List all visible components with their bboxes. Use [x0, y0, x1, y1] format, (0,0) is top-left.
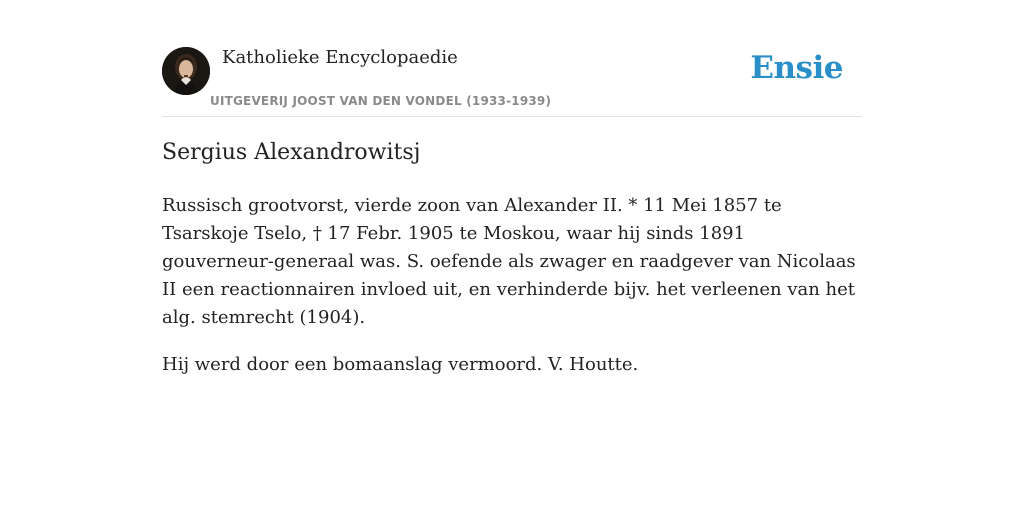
- article-body: [162, 192, 862, 398]
- brand-logo-link[interactable]: Ensie: [750, 50, 843, 86]
- site-title[interactable]: Katholieke Encyclopaedie: [222, 47, 458, 68]
- site-header: [162, 40, 862, 117]
- article-paragraph: Hij werd door een bomaanslag vermoord. V. Houtte.: [162, 354, 639, 375]
- portrait-image: [162, 47, 210, 95]
- site-subtitle: UITGEVERIJ JOOST VAN DEN VONDEL (1933-1939): [210, 94, 552, 108]
- article-paragraph: Russisch grootvorst, vierde zoon van Alexander II. * 11 Mei 1857 te Tsarskoje Tselo, † 17 Febr. 1905 te Moskou, waar hij sinds 1891 gouverneur-generaal was. S. oefende als zwager en raadgever van Nicolaas II een reactionnairen invloed uit, en verhinderde bijv. het verleenen van het alg. stemrecht (1904).: [162, 195, 856, 328]
- article-title: Sergius Alexandrowitsj: [162, 140, 421, 165]
- avatar[interactable]: [162, 47, 210, 95]
